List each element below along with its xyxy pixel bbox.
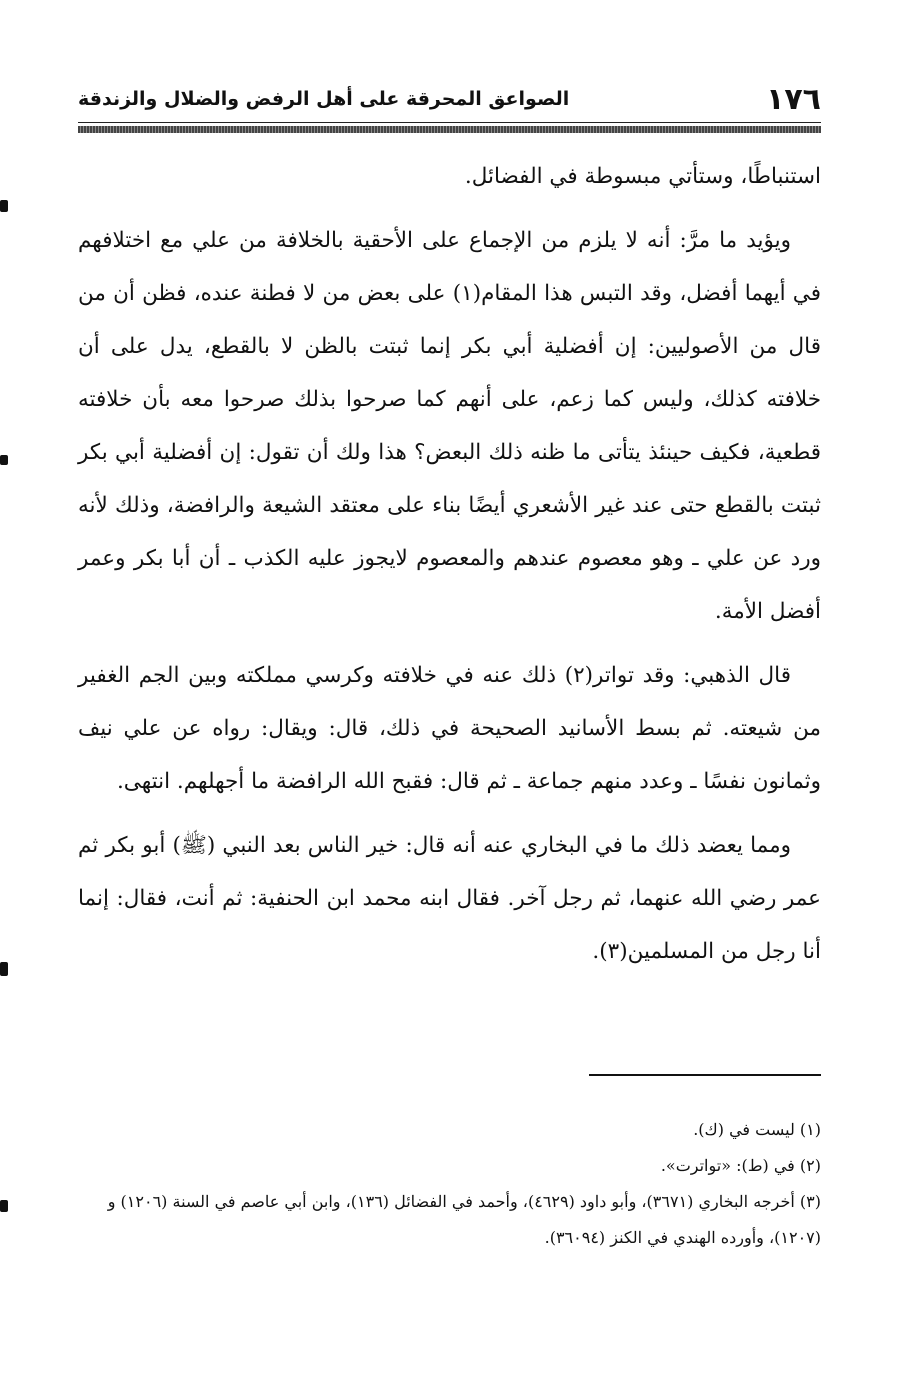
paragraph: قال الذهبي: وقد تواتر(٢) ذلك عنه في خلافته وكرسي مملكته وبين الجم الغفير من شيعته. ثم بسط الأسانيد الصحيحة في ذلك، قال: ويقال: رواه عن علي نيف وثمانون نفسًا ـ وعدد منهم جماعة ـ ثم قال: فقبح الله الرافضة ما أجهلهم. انتهى. (78, 663, 821, 794)
scan-margin-mark (0, 962, 8, 976)
paragraph: ومما يعضد ذلك ما في البخاري عنه أنه قال: خير الناس بعد النبي (ﷺ) أبو بكر ثم عمر رضي الله عنهما، ثم رجل آخر. فقال ابنه محمد ابن الحنفية: ثم أنت، فقال: إنما أنا رجل من المسلمين(٣). (78, 833, 821, 964)
header-rule (78, 126, 821, 133)
footnote: (١) ليست في (ك). (693, 1120, 821, 1139)
footnote-separator (589, 1074, 821, 1076)
footnote: (٢) في (ط): «تواترت». (660, 1156, 821, 1175)
page-number: ١٧٦ (766, 82, 821, 117)
scan-margin-mark (0, 455, 8, 465)
footnotes (78, 1112, 821, 1256)
book-title: الصواعق المحرقة على أهل الرفض والضلال والزندقة (78, 88, 570, 110)
header-rule-line (78, 122, 821, 123)
paragraph: ويؤيد ما مرَّ: أنه لا يلزم من الإجماع على الأحقية بالخلافة من علي مع اختلافهم في أيهما أفضل، وقد التبس هذا المقام(١) على بعض من لا فطنة عنده، فظن أن من قال من الأصوليين: إن أفضلية أبي بكر إنما ثبتت بالظن لا بالقطع، يدل على أن خلافته كذلك، وليس كما زعم، على أنهم كما صرحوا بذلك صرحوا معه بأن خلافته قطعية، فكيف حينئذ يتأتى ما ظنه ذلك البعض؟ هذا ولك أن تقول: إن أفضلية أبي بكر ثبتت بالقطع حتى عند غير الأشعري أيضًا بناء على معتقد الشيعة والرافضة، وذلك لأنه ورد عن علي ـ وهو معصوم عندهم والمعصوم لايجوز عليه الكذب ـ أن أبا بكر وعمر أفضل الأمة. (78, 228, 822, 624)
scan-margin-mark (0, 200, 8, 212)
running-header (78, 82, 821, 122)
scan-margin-mark (0, 1200, 8, 1212)
main-text (78, 150, 821, 989)
paragraph: استنباطًا، وستأتي مبسوطة في الفضائل. (464, 164, 821, 189)
footnote: (٣) أخرجه البخاري (٣٦٧١)، وأبو داود (٤٦٢٩)، وأحمد في الفضائل (١٣٦)، وابن أبي عاصم في السنة (١٢٠٦) و (١٢٠٧)، وأورده الهندي في الكنز (٣٦٠٩٤). (107, 1192, 821, 1247)
